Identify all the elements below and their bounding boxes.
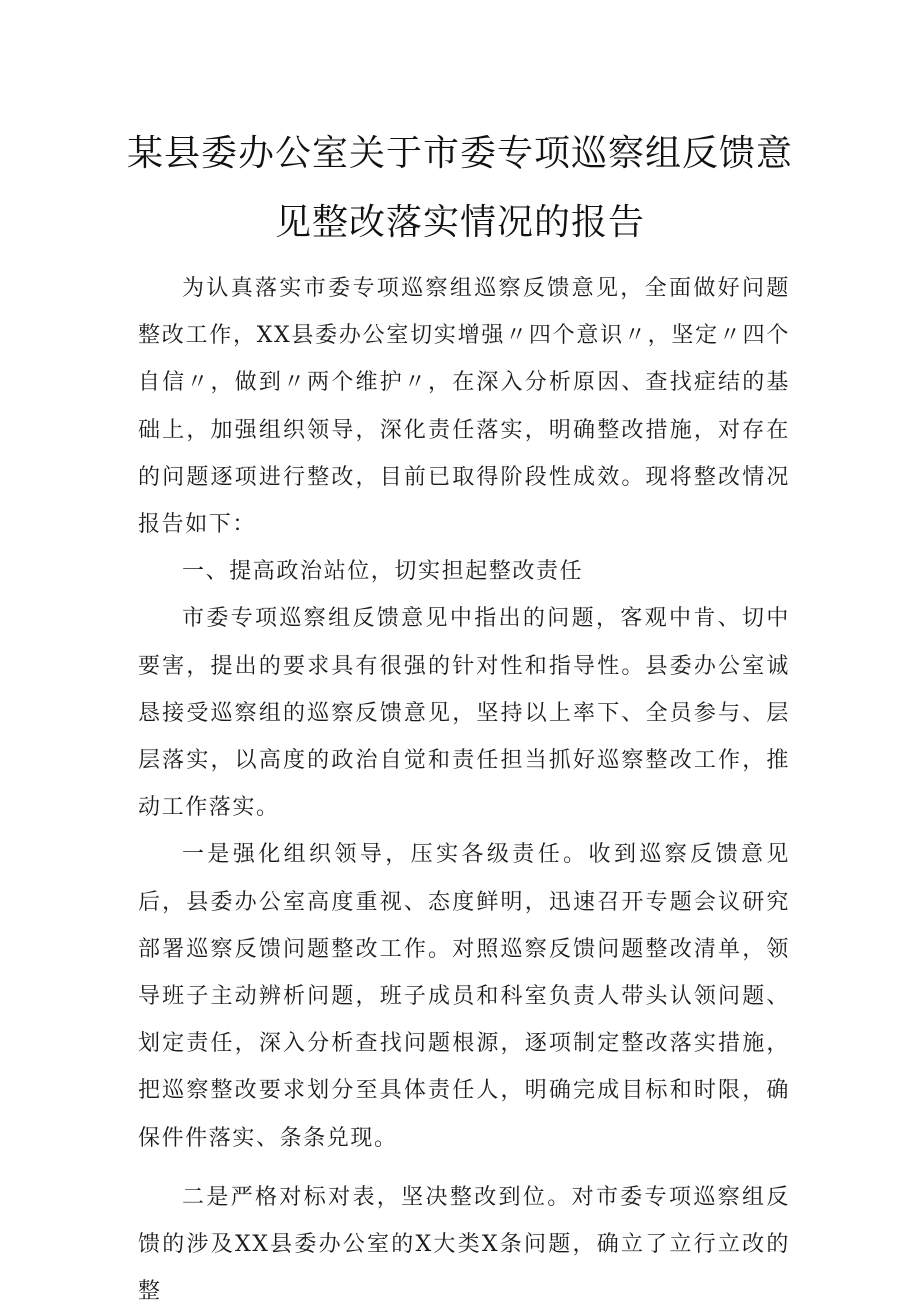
point-1-paragraph: 一是强化组织领导，压实各级责任。收到巡察反馈意见后，县委办公室高度重视、态度鲜明，迅速召开专题会议研究部署巡察反馈问题整改工作。对照巡察反馈问题整改清单，领导班子主动辨析问题，班子成员和科室负责人带头认领问题、划定责任，深入分析查找问题根源，逐项制定整改落实措施，把巡察整改要求划分至具体责任人，明确完成目标和时限，确保件件落实、条条兑现。 <box>138 842 790 1151</box>
document-title-line-1: 某县委办公室关于市委专项巡察组反馈意 <box>126 133 793 174</box>
document-body <box>138 265 790 1315</box>
section-heading-1: 一、提高政治站位，切实担起整改责任 <box>182 559 584 585</box>
point-2-paragraph: 二是严格对标对表，坚决整改到位。对市委专项巡察组反馈的涉及XX县委办公室的X大类X条问题，确立了立行立改的整 <box>138 1184 790 1305</box>
intro-paragraph: 为认真落实市委专项巡察组巡察反馈意见，全面做好问题整改工作，XX县委办公室切实增强〃四个意识〃，坚定〃四个自信〃，做到〃两个维护〃，在深入分析原因、查找症结的基础上，加强组织领导，深化责任落实，明确整改措施，对存在的问题逐项进行整改，目前已取得阶段性成效。现将整改情况报告如下： <box>138 276 790 538</box>
section-1-paragraph: 市委专项巡察组反馈意见中指出的问题，客观中肯、切中要害，提出的要求具有很强的针对性和指导性。县委办公室诚恳接受巡察组的巡察反馈意见，坚持以上率下、全员参与、层层落实，以高度的政治自觉和责任担当抓好巡察整改工作，推动工作落实。 <box>138 606 790 821</box>
document-title-line-2: 见整改落实情况的报告 <box>274 202 645 243</box>
